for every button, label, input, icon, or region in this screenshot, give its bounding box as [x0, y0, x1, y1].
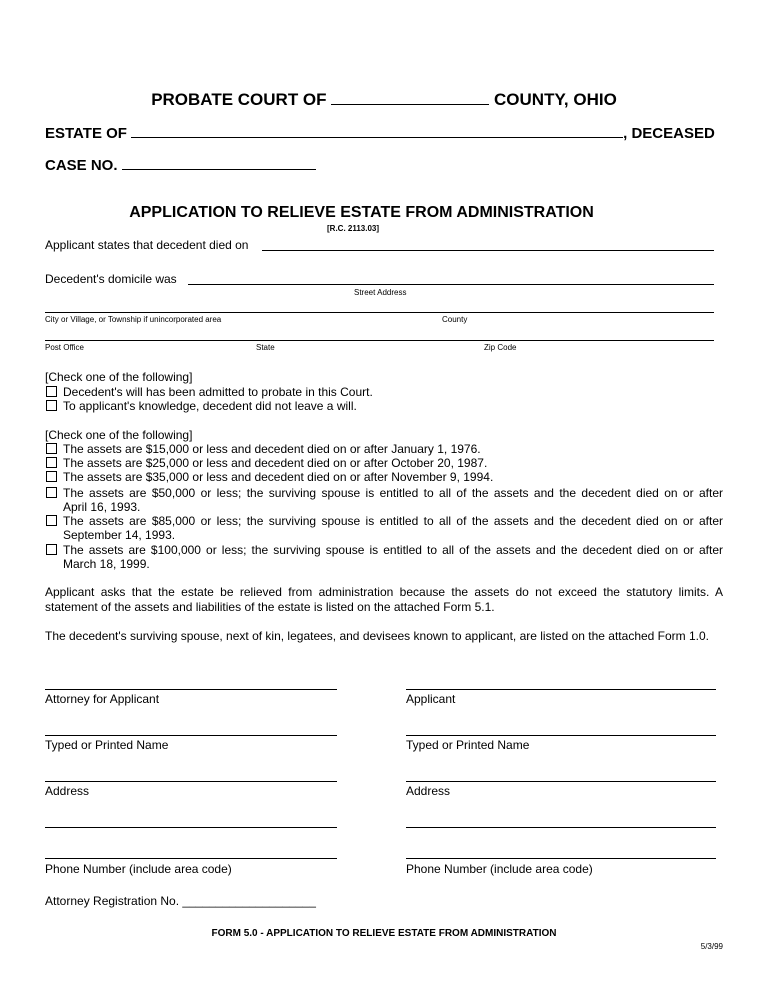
assets-option-label: The assets are $15,000 or less and decedent died on or after January 1, 1976.: [63, 442, 481, 456]
assets-option-label: The assets are $85,000 or less; the surviving spouse is entitled to all of the assets and the decedent died on or after: [63, 514, 723, 528]
attorney-signature-field[interactable]: [45, 689, 337, 690]
applicant-address-line2-field[interactable]: [406, 827, 716, 828]
assets-50000-checkbox[interactable]: [46, 487, 57, 498]
death-date-field[interactable]: [262, 250, 714, 251]
assets-option-label: The assets are $50,000 or less; the surviving spouse is entitled to all of the assets and the decedent died on or after: [63, 486, 723, 500]
assets-15000-checkbox[interactable]: [46, 443, 57, 454]
state-caption: State: [256, 343, 275, 352]
estate-suffix: , DECEASED: [623, 125, 715, 142]
footer-revision-date: 5/3/99: [700, 942, 723, 951]
attorney-typed-name-caption: Typed or Printed Name: [45, 738, 169, 752]
applicant-typed-name-caption: Typed or Printed Name: [406, 738, 530, 752]
case-number-field[interactable]: [122, 169, 316, 170]
assets-option-date: March 18, 1999.: [63, 557, 150, 571]
estate-prefix: ESTATE OF: [45, 125, 127, 142]
will-section-header: [Check one of the following]: [45, 370, 193, 384]
will-option-label: Decedent's will has been admitted to probate in this Court.: [63, 385, 373, 399]
case-line: [45, 157, 316, 174]
attorney-address-field[interactable]: [45, 781, 337, 782]
postal-field[interactable]: [45, 340, 714, 341]
attorney-phone-field[interactable]: [45, 858, 337, 859]
post-office-caption: Post Office: [45, 343, 84, 352]
applicant-address-field[interactable]: [406, 781, 716, 782]
assets-option-label: The assets are $25,000 or less and decedent died on or after October 20, 1987.: [63, 456, 488, 470]
applicant-phone-caption: Phone Number (include area code): [406, 862, 593, 876]
applicant-address-caption: Address: [406, 784, 451, 798]
applicant-typed-name-field[interactable]: [406, 735, 716, 736]
will-admitted-checkbox[interactable]: [46, 386, 57, 397]
attorney-address-caption: Address: [45, 784, 90, 798]
street-address-field[interactable]: [188, 284, 714, 285]
relief-request-paragraph: Applicant asks that the estate be relieved from administration because the assets do not exceed the statutory limits. A statement of the assets and liabilities of the estate is listed on the attached Form 5.1.: [45, 585, 723, 614]
court-header: [0, 90, 768, 110]
estate-name-field[interactable]: [131, 137, 623, 138]
form-title: APPLICATION TO RELIEVE ESTATE FROM ADMINISTRATION: [129, 204, 594, 221]
street-address-caption: Street Address: [354, 288, 407, 297]
court-prefix: PROBATE COURT OF: [151, 90, 327, 109]
domicile-label: Decedent's domicile was: [45, 272, 177, 286]
estate-line: [45, 125, 715, 142]
applicant-signature-field[interactable]: [406, 689, 716, 690]
statute-reference: [R.C. 2113.03]: [327, 224, 380, 233]
assets-25000-checkbox[interactable]: [46, 457, 57, 468]
attorney-typed-name-field[interactable]: [45, 735, 337, 736]
assets-section-header: [Check one of the following]: [45, 428, 193, 442]
county-field[interactable]: [331, 104, 489, 105]
no-will-checkbox[interactable]: [46, 400, 57, 411]
assets-option-date: September 14, 1993.: [63, 528, 176, 542]
footer-form-title: FORM 5.0 - APPLICATION TO RELIEVE ESTATE FROM ADMINISTRATION: [211, 928, 557, 939]
city-county-field[interactable]: [45, 312, 714, 313]
applicant-caption: Applicant: [406, 692, 456, 706]
county-caption: County: [442, 315, 468, 324]
assets-option-label: The assets are $35,000 or less and decedent died on or after November 9, 1994.: [63, 470, 494, 484]
applicant-phone-field[interactable]: [406, 858, 716, 859]
assets-option-label: The assets are $100,000 or less; the surviving spouse is entitled to all of the assets and the decedent died on or after: [63, 543, 723, 557]
attorney-registration-label: Attorney Registration No. ____________________: [45, 894, 316, 908]
assets-85000-checkbox[interactable]: [46, 515, 57, 526]
attorney-phone-caption: Phone Number (include area code): [45, 862, 232, 876]
assets-100000-checkbox[interactable]: [46, 544, 57, 555]
court-suffix: COUNTY, OHIO: [494, 90, 617, 109]
zip-caption: Zip Code: [484, 343, 517, 352]
next-of-kin-paragraph: The decedent's surviving spouse, next of kin, legatees, and devisees known to applicant, are listed on the attached Form 1.0.: [45, 629, 710, 643]
will-option-label: To applicant's knowledge, decedent did not leave a will.: [63, 399, 357, 413]
death-date-label: Applicant states that decedent died on: [45, 238, 249, 252]
case-label: CASE NO.: [45, 157, 118, 174]
city-caption: City or Village, or Township if unincorporated area: [45, 315, 222, 324]
assets-option-date: April 16, 1993.: [63, 500, 141, 514]
attorney-caption: Attorney for Applicant: [45, 692, 160, 706]
attorney-address-line2-field[interactable]: [45, 827, 337, 828]
assets-35000-checkbox[interactable]: [46, 471, 57, 482]
